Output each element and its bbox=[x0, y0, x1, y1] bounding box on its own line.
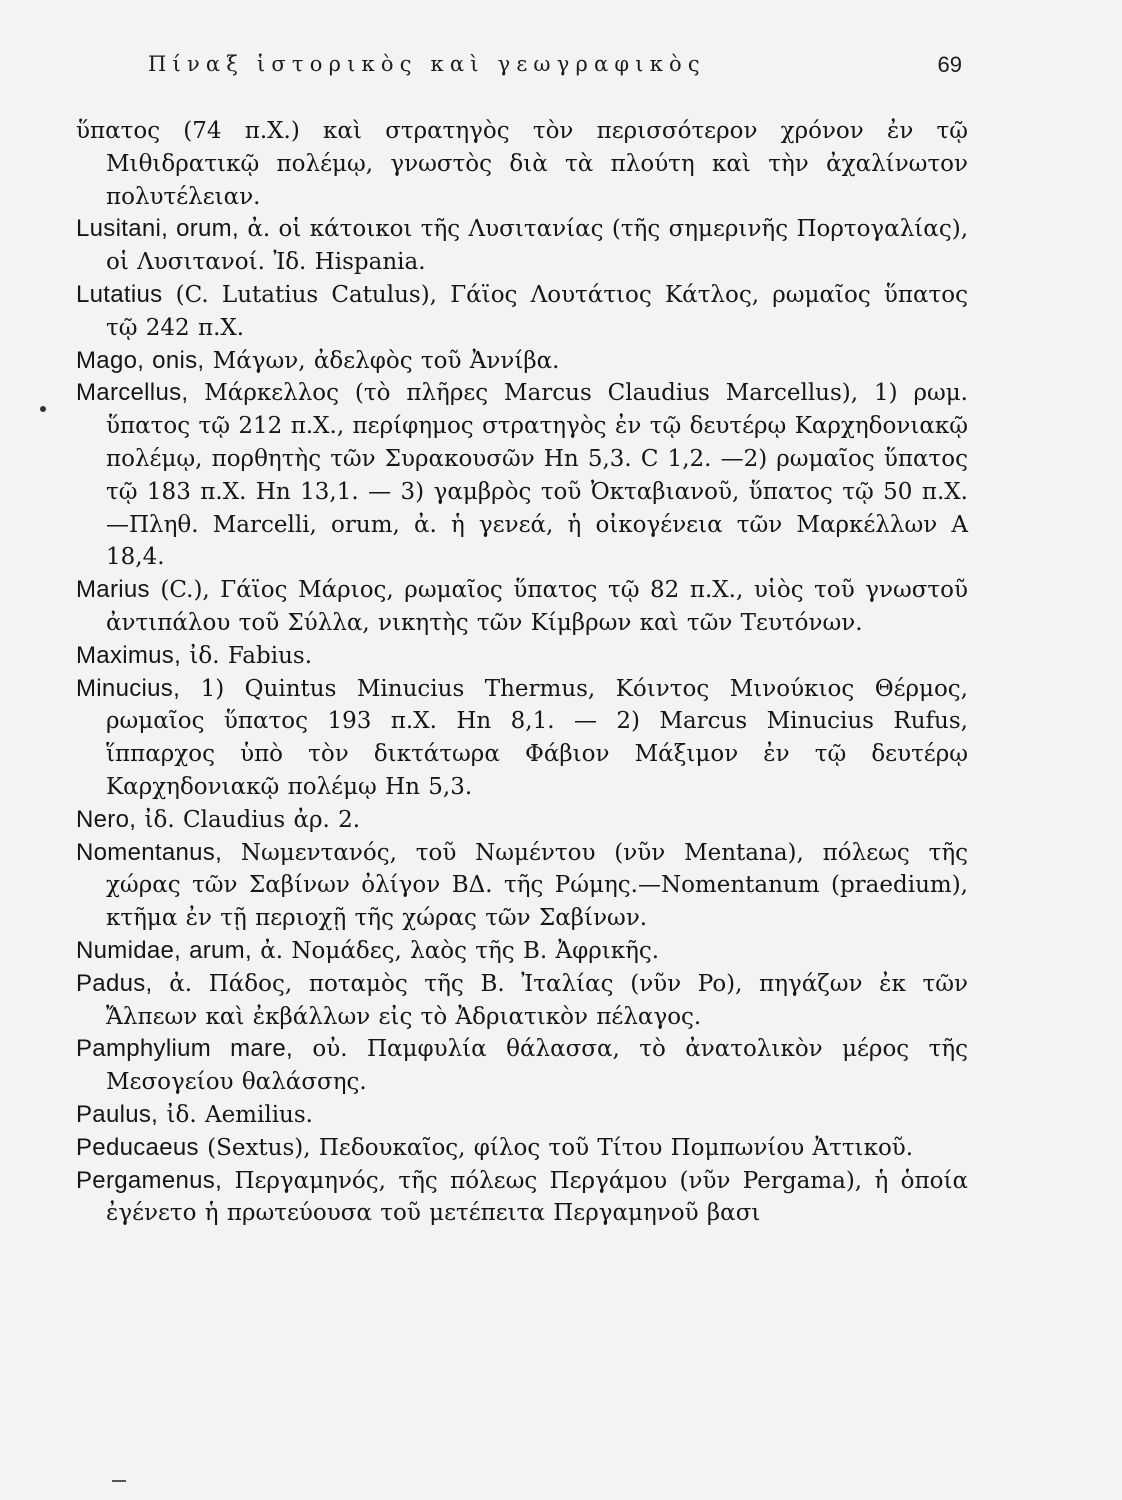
entry-lemma: Peducaeus bbox=[76, 1133, 199, 1161]
entry-text: (C.), Γάϊος Μάριος, ρωμαῖος ὕπατος τῷ 82 π.Χ., υἱὸς τοῦ γνωστοῦ ἀντιπάλου τοῦ Σύλλα, νικητὴς τῶν Κίμβρων καὶ τῶν Τευτόνων. bbox=[106, 577, 968, 636]
entry-text: Νωμεντανός, τοῦ Νωμέντου (νῦν Mentana), πόλεως τῆς χώρας τῶν Σαβίνων ὀλίγον ΒΔ. τῆς Ρώμης.—Nomentanum (praedium), κτῆμα ἐν τῇ περιοχῇ τῆς χώρας τῶν Σαβίνων. bbox=[106, 839, 968, 932]
entry-lemma: Nomentanus, bbox=[76, 838, 223, 866]
index-entry bbox=[76, 1033, 968, 1099]
entry-lemma: Nero, bbox=[76, 805, 137, 833]
entry-lemma: Marcellus, bbox=[76, 379, 189, 407]
entry-lemma: Maximus, bbox=[76, 641, 182, 669]
index-entry bbox=[76, 574, 968, 640]
index-entry bbox=[76, 1165, 968, 1231]
running-head bbox=[148, 52, 962, 86]
margin-dot bbox=[40, 406, 46, 412]
index-entry bbox=[76, 345, 968, 378]
entry-text: ἰδ. Aemilius. bbox=[166, 1101, 313, 1128]
stray-mark bbox=[112, 1480, 126, 1482]
index-entry bbox=[76, 968, 968, 1034]
entry-lemma: Lutatius bbox=[76, 280, 163, 308]
index-entry bbox=[76, 804, 968, 837]
index-entry bbox=[76, 377, 968, 574]
entry-text: ὕπατος (74 π.Χ.) καὶ στρατηγὸς τὸν περισσότερον χρόνον ἐν τῷ Μιθιδρατικῷ πολέμῳ, γνωστὸς διὰ τὰ πλούτη καὶ τὴν ἀχαλίνωτον πολυτέλειαν. bbox=[76, 118, 968, 210]
entry-text: ἰδ. Fabius. bbox=[189, 642, 313, 669]
entry-lemma: Pamphylium mare, bbox=[76, 1035, 293, 1063]
entry-lemma: Paulus, bbox=[76, 1100, 159, 1128]
index-entries bbox=[76, 115, 968, 1230]
index-entry bbox=[76, 673, 968, 804]
entry-text: 1) Quintus Minucius Thermus, Κόιντος Μινούκιος Θέρμος, ρωμαῖος ὕπατος 193 π.Χ. Hn 8,1. — 2) Marcus Minucius Rufus, ἵππαρχος ὑπὸ τὸν δικτάτωρα Φάβιον Μάξιμον ἐν τῷ δευτέρῳ Καρχηδονιακῷ πολέμῳ Hn 5,3. bbox=[106, 675, 968, 800]
entry-text: Μάρκελλος (τὸ πλῆρες Marcus Claudius Marcellus), 1) ρωμ. ὕπατος τῷ 212 π.Χ., περίφημος στρατηγὸς ἐν τῷ δευτέρῳ Καρχηδονιακῷ πολέμῳ, πορθητὴς τῶν Συρακουσῶν Hn 5,3. C 1,2. —2) ρωμαῖος ὕπατος τῷ 183 π.Χ. Hn 13,1. — 3) γαμβρὸς τοῦ Ὀκταβιανοῦ, ὕπατος τῷ 50 π.Χ.—Πληθ. Marcelli, orum, ἀ. ἡ γενεά, ἡ οἰκογένεια τῶν Μαρκέλλων A 18,4. bbox=[106, 380, 968, 571]
entry-lemma: Pergamenus, bbox=[76, 1166, 223, 1194]
entry-lemma: Padus, bbox=[76, 969, 153, 997]
entry-text: ἀ. Πάδος, ποταμὸς τῆς Β. Ἰταλίας (νῦν Po), πηγάζων ἐκ τῶν Ἄλπεων καὶ ἐκβάλλων εἰς τὸ Ἀδριατικὸν πέλαγος. bbox=[106, 970, 969, 1030]
index-entry bbox=[76, 115, 968, 213]
index-entry bbox=[76, 837, 968, 935]
entry-text: Περγαμηνός, τῆς πόλεως Περγάμου (νῦν Pergama), ἡ ὁποία ἐγένετο ἡ πρωτεύουσα τοῦ μετέπειτα Περγαμηνοῦ βασι bbox=[106, 1167, 969, 1227]
index-entry bbox=[76, 935, 968, 968]
entry-text: ἀ. οἱ κάτοικοι τῆς Λυσιτανίας (τῆς σημερινῆς Πορτογαλίας), οἱ Λυσιτανοί. Ἰδ. Hispania. bbox=[106, 216, 969, 276]
index-entry bbox=[76, 640, 968, 673]
running-title: Πίναξ ἱστορικὸς καὶ γεωγραφικὸς bbox=[148, 52, 706, 76]
entry-text: Μάγων, ἀδελφὸς τοῦ Ἀννίβα. bbox=[212, 347, 560, 374]
entry-lemma: Minucius, bbox=[76, 674, 181, 702]
index-entry bbox=[76, 279, 968, 345]
page-number: 69 bbox=[937, 52, 962, 77]
index-entry bbox=[76, 1099, 968, 1132]
entry-text: ἀ. Νομάδες, λαὸς τῆς Β. Ἀφρικῆς. bbox=[260, 937, 660, 964]
entry-text: (Sextus), Πεδουκαῖος, φίλος τοῦ Τίτου Πομπωνίου Ἀττικοῦ. bbox=[207, 1134, 914, 1161]
entry-text: (C. Lutatius Catulus), Γάϊος Λουτάτιος Κάτλος, ρωμαῖος ὕπατος τῷ 242 π.Χ. bbox=[106, 281, 968, 341]
entry-lemma: Mago, onis, bbox=[76, 346, 205, 374]
index-entry bbox=[76, 213, 968, 279]
entry-lemma: Numidae, arum, bbox=[76, 936, 252, 964]
entry-lemma: Marius bbox=[76, 576, 150, 604]
entry-lemma: Lusitani, orum, bbox=[76, 215, 239, 243]
index-entry bbox=[76, 1132, 968, 1165]
entry-text: ἰδ. Claudius ἀρ. 2. bbox=[144, 806, 361, 833]
entry-text: οὐ. Παμφυλία θάλασσα, τὸ ἀνατολικὸν μέρος τῆς Μεσογείου θαλάσσης. bbox=[106, 1036, 968, 1096]
